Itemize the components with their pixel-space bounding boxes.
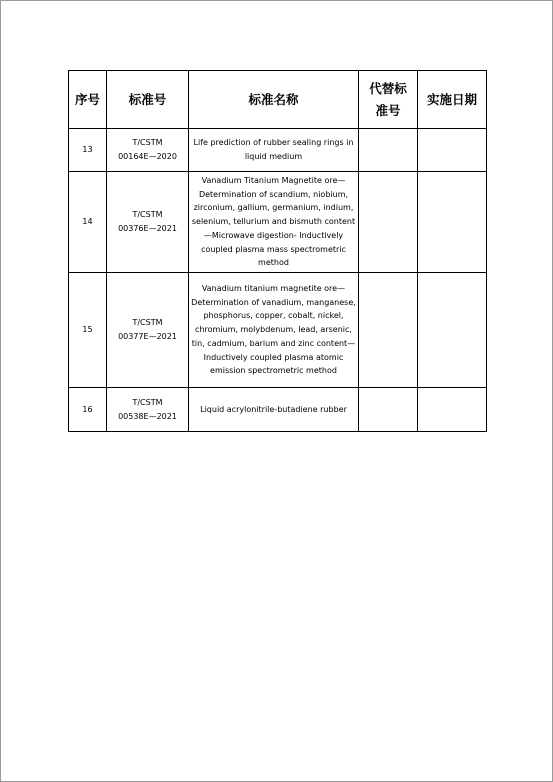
std-no-code: 00538E—2021 <box>118 411 177 421</box>
std-no-prefix: T/CSTM <box>132 210 163 220</box>
cell-seq: 13 <box>69 129 107 172</box>
cell-seq: 14 <box>69 172 107 273</box>
cell-impl-date <box>418 129 487 172</box>
header-std-no: 标准号 <box>107 71 189 129</box>
table-header-row <box>69 71 487 129</box>
cell-replaced <box>359 129 418 172</box>
std-no-code: 00376E—2021 <box>118 224 177 233</box>
standards-table <box>68 70 487 432</box>
table-row <box>69 129 487 172</box>
header-replaced-label: 代替标准号 <box>369 80 407 118</box>
cell-impl-date <box>418 388 487 432</box>
cell-std-name: Vanadium Titanium Magnetite ore—Determination of scandium, niobium, zirconium, gallium, germanium, indium, selenium, tellurium and bismuth content—Microwave digestion- Inductively coupled plasma mass spectrometric method <box>189 172 359 273</box>
cell-std-no <box>107 172 189 273</box>
header-seq: 序号 <box>69 71 107 129</box>
header-replaced <box>359 71 418 129</box>
cell-std-name: Vanadium titanium magnetite ore—Determination of vanadium, manganese, phosphorus, copper, cobalt, nickel, chromium, molybdenum, lead, arsenic, tin, cadmium, barium and zinc content—Inductively coupled plasma atomic emission spectrometric method <box>189 273 359 388</box>
cell-std-no <box>107 129 189 172</box>
cell-impl-date <box>418 172 487 273</box>
cell-std-name: Life prediction of rubber sealing rings in liquid medium <box>189 129 359 172</box>
cell-impl-date <box>418 273 487 388</box>
cell-replaced <box>359 273 418 388</box>
table-row <box>69 273 487 388</box>
cell-replaced <box>359 388 418 432</box>
cell-replaced <box>359 172 418 273</box>
cell-std-no <box>107 388 189 432</box>
std-no-prefix: T/CSTM <box>132 318 163 328</box>
header-std-name: 标准名称 <box>189 71 359 129</box>
cell-std-name: Liquid acrylonitrile-butadiene rubber <box>189 388 359 432</box>
header-impl-date: 实施日期 <box>418 71 487 129</box>
table-row <box>69 388 487 432</box>
cell-std-no <box>107 273 189 388</box>
table-row <box>69 172 487 273</box>
std-no-prefix: T/CSTM <box>132 397 163 407</box>
cell-seq: 15 <box>69 273 107 388</box>
std-no-prefix: T/CSTM <box>132 138 163 148</box>
std-no-code: 00377E—2021 <box>118 332 177 341</box>
cell-seq: 16 <box>69 388 107 432</box>
std-no-code: 00164E—2020 <box>118 152 177 161</box>
